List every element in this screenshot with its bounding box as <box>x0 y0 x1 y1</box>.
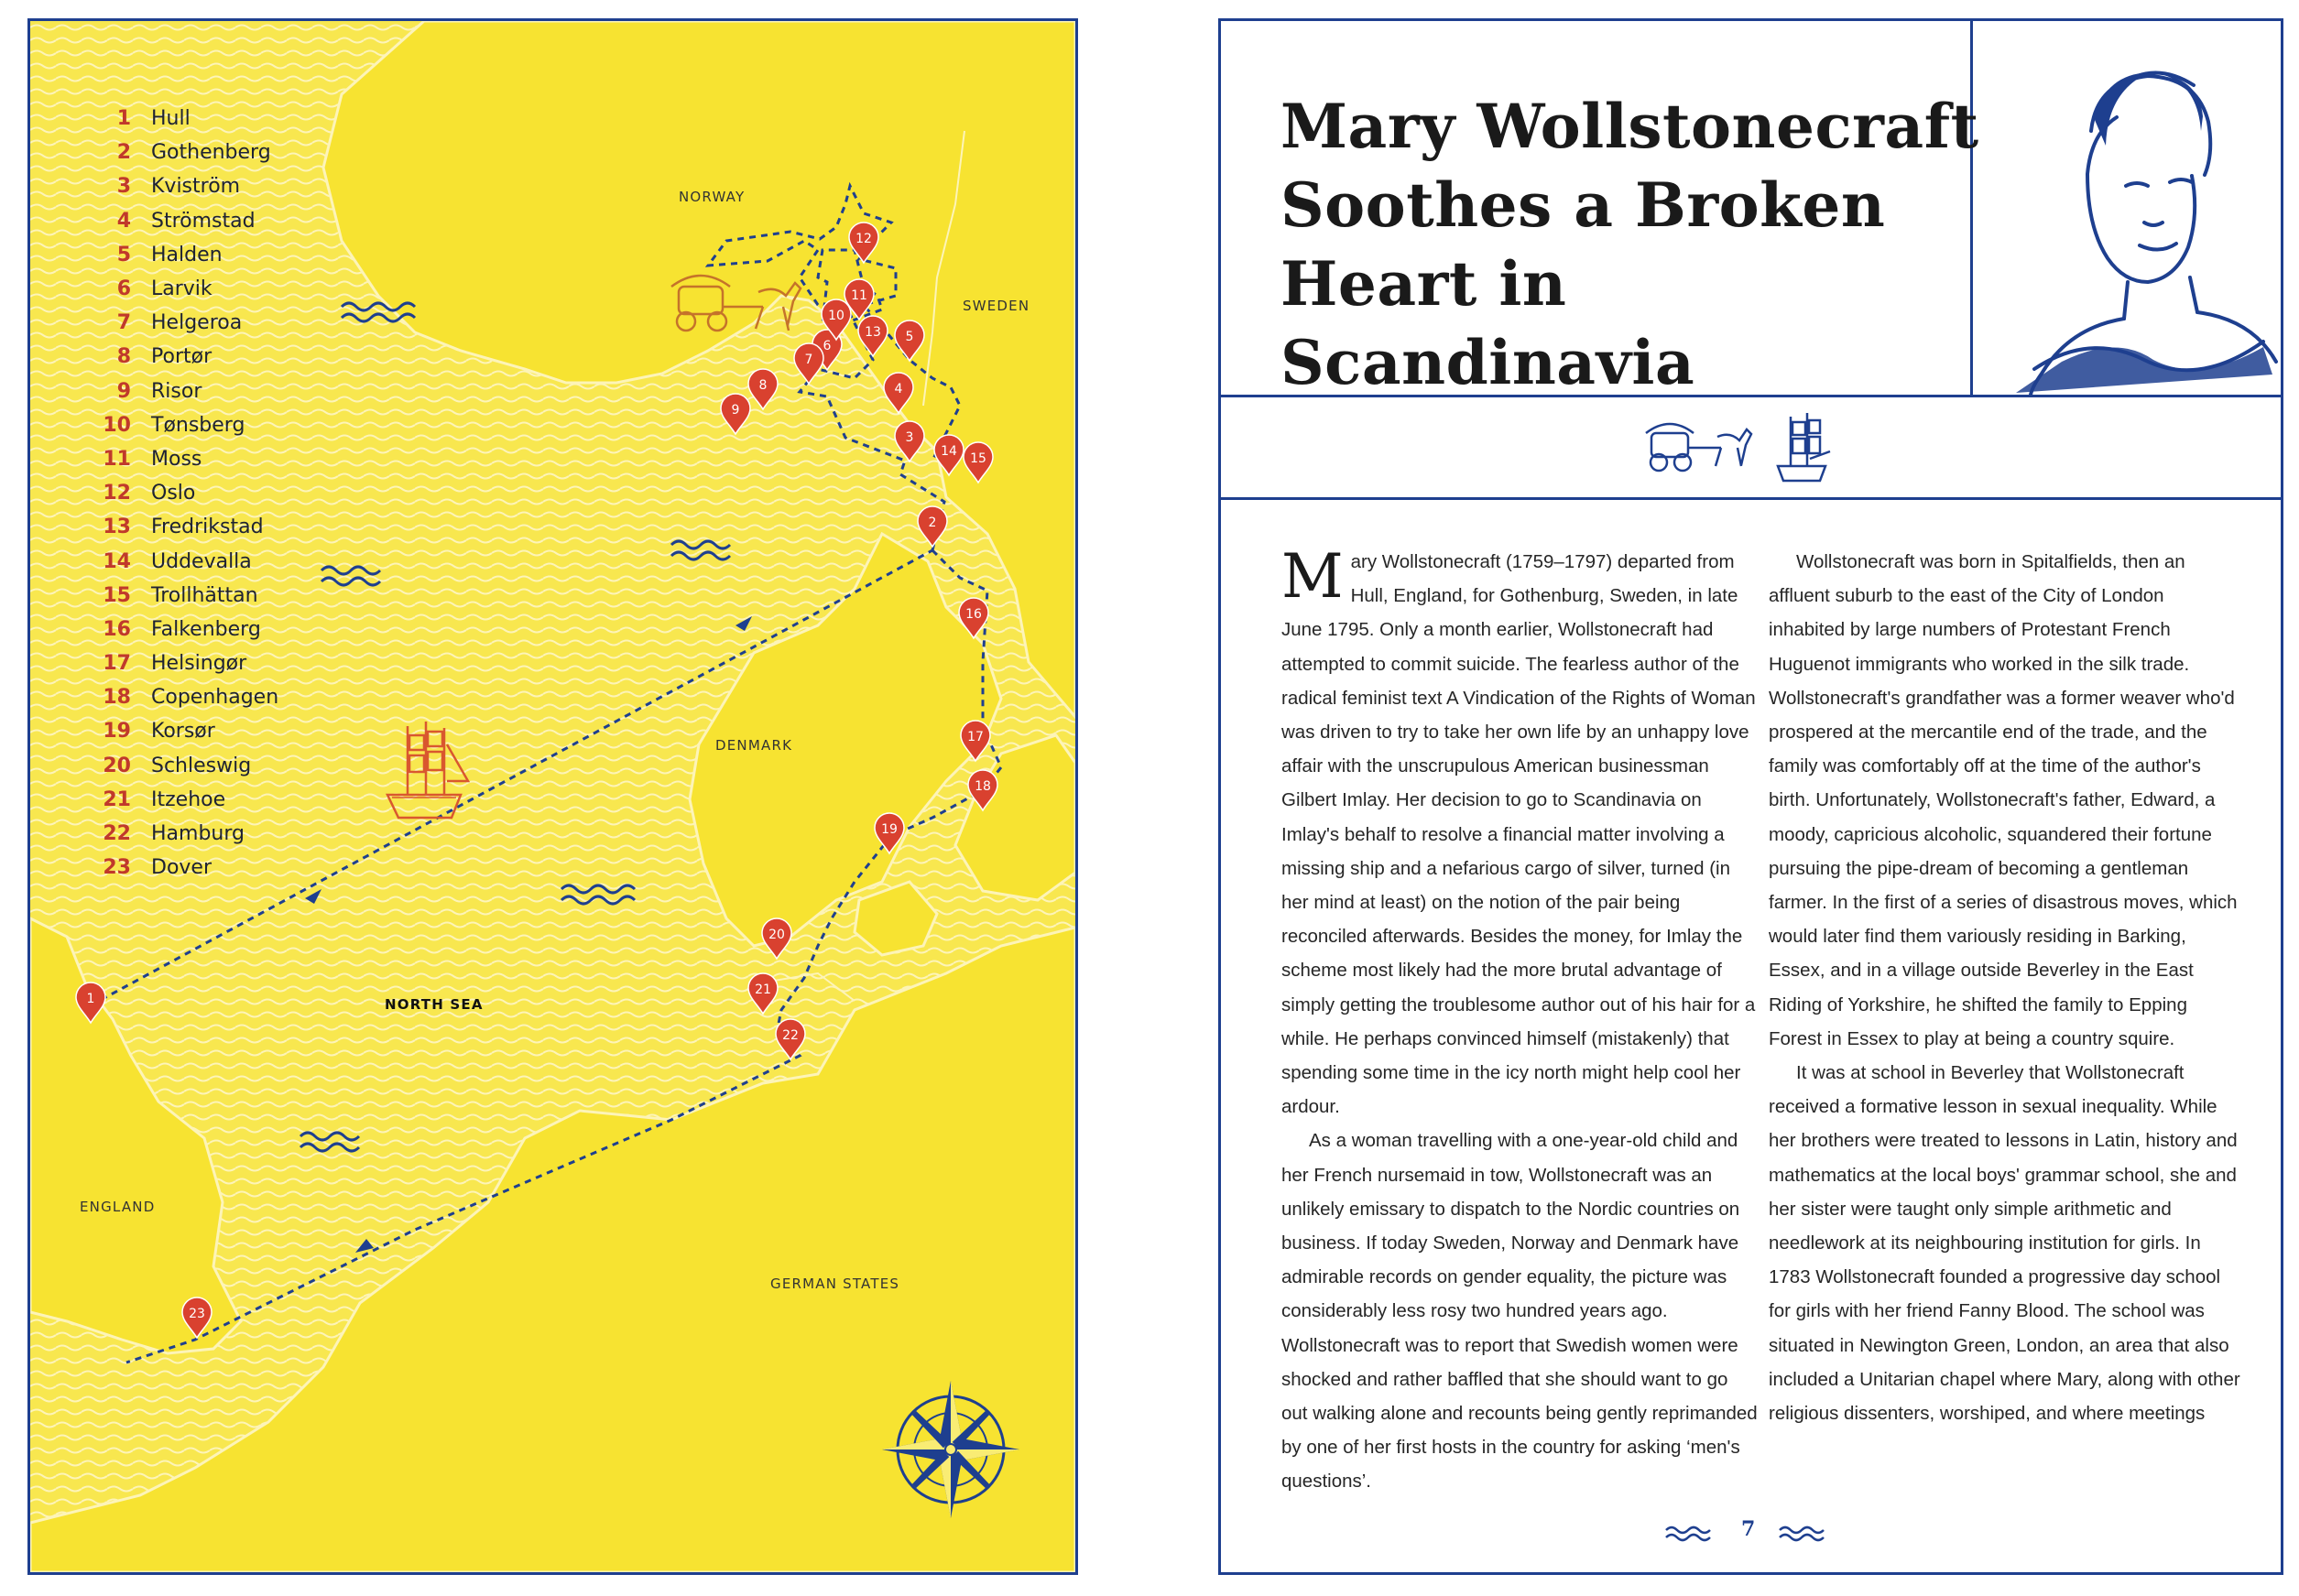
legend-item <box>78 646 278 680</box>
stop-legend <box>78 102 278 885</box>
pin-number: 15 <box>970 451 986 466</box>
legend-number: 10 <box>103 413 131 437</box>
legend-place: Trollhättan <box>151 583 258 607</box>
title-line: Mary Wollstonecraft <box>1280 91 1979 162</box>
legend-place: Falkenberg <box>151 617 261 641</box>
article-panel <box>1218 18 2283 1575</box>
legend-place: Risor <box>151 379 202 403</box>
legend-number: 11 <box>103 447 131 471</box>
legend-place: Kviström <box>151 175 241 199</box>
legend-item <box>78 817 278 851</box>
legend-place: Oslo <box>151 482 196 505</box>
legend-number: 2 <box>116 141 131 165</box>
legend-place: Larvik <box>151 277 212 301</box>
legend-item <box>78 613 278 646</box>
legend-place: Helgeroa <box>151 311 243 335</box>
legend-item <box>78 272 278 306</box>
pin-number: 19 <box>881 822 898 837</box>
pin-number: 21 <box>755 983 771 997</box>
legend-number: 23 <box>103 856 131 880</box>
text-column-right <box>1769 545 2245 1430</box>
legend-place: Moss <box>151 447 202 471</box>
legend-number: 9 <box>116 379 131 403</box>
paragraph-text: ary Wollstonecraft (1759–1797) departed from Hull, England, for Gothenburg, Sweden, in late June 1795. Only a month earlier, Wollstonecraft had attempted to commit suicide. The fearless author of the radical feminist text A Vindication of the Rights of Woman was driven to try to take her own life by an unhappy love affair with the unscrupulous American businessman Gilbert Imlay. Her decision to go to Scandinavia on Imlay's behalf to resolve a financial matter involving a missing ship and a nefarious cargo of silver, turned (in her mind at least) on the notion of the pair being reconciled afterwards. Besides the money, for Imlay the scheme most likely had the more brutal advantage of simply getting the troublesome author out of his hair for a while. He perhaps convinced himself (mistakenly) that spending some time in the icy north might help cool her ardour. <box>1281 551 1756 1118</box>
paragraph: Wollstonecraft was born in Spitalfields, then an affluent suburb to the east of the City of London inhabited by large numbers of Protestant French Huguenot immigrants who worked in the silk trade. Wollstonecraft's grandfather was a former weaver who'd prospered at the mercantile end of the trade, and the family was comfortably off at the time of the author's birth. Unfortunately, Wollstonecraft's father, Edward, a moody, capricious alcoholic, squandered their fortune pursuing the pipe-dream of becoming a gentleman farmer. In the first of a series of disastrous moves, which would later find them variously residing in Barking, Essex, and in a village outside Beverley in the East Riding of Yorkshire, he shifted the family to Epping Forest in Essex to play at being a country squire. <box>1769 551 2238 1049</box>
legend-number: 1 <box>116 107 131 131</box>
legend-number: 22 <box>103 822 131 846</box>
legend-number: 16 <box>103 617 131 641</box>
legend-place: Schleswig <box>151 754 252 777</box>
legend-item <box>78 783 278 817</box>
pin-number: 10 <box>828 309 844 323</box>
pin-number: 6 <box>823 339 832 353</box>
legend-number: 13 <box>103 516 131 539</box>
legend-place: Korsør <box>151 720 215 744</box>
legend-item <box>78 408 278 442</box>
pin-number: 22 <box>782 1028 799 1043</box>
legend-place: Portør <box>151 345 212 369</box>
pin-number: 23 <box>189 1307 205 1321</box>
paragraph: It was at school in Beverley that Wollstonecraft received a formative lesson in sexual inequality. While her brothers were treated to lessons in Latin, history and mathematics at the local boys' grammar school, she and her sister were taught only simple arithmetic and needlework at its neighbouring institution for girls. In 1783 Wollstonecraft founded a progressive day school for girls with her friend Fanny Blood. The school was situated in Newington Green, London, an area that also included a Unitarian chapel where Mary, along with other religious dissenters, worshiped, and where meetings <box>1769 1062 2240 1425</box>
legend-item <box>78 169 278 203</box>
legend-number: 5 <box>116 243 131 266</box>
legend-item <box>78 375 278 408</box>
pin-number: 5 <box>905 330 914 344</box>
pin-number: 16 <box>965 607 982 622</box>
drop-cap: M <box>1281 541 1344 612</box>
legend-number: 20 <box>103 754 131 777</box>
label-sweden: SWEDEN <box>963 298 1030 314</box>
legend-item <box>78 238 278 272</box>
paragraph: As a woman travelling with a one-year-old child and her French nursemaid in tow, Wollstonecraft was an unlikely emissary to dispatch to the Nordic countries on business. If today Sweden, Norway and Denmark have admirable records on gender equality, the picture was considerably less rosy two hundred years ago. Wollstonecraft was to report that Swedish women were shocked and rather baffled that she should want to go out walking alone and recounts being gently reprimanded by one of her first hosts in the country for asking ‘men's questions’. <box>1281 1130 1758 1493</box>
pin-number: 1 <box>86 992 95 1006</box>
legend-number: 15 <box>103 583 131 607</box>
legend-item <box>78 544 278 578</box>
sailing-ship-icon <box>1778 413 1830 481</box>
pin-number: 11 <box>851 288 867 303</box>
legend-place: Gothenberg <box>151 141 271 165</box>
pin-number: 14 <box>941 444 957 459</box>
legend-item <box>78 306 278 340</box>
legend-item <box>78 204 278 238</box>
legend-place: Itzehoe <box>151 787 226 811</box>
label-german-states: GERMAN STATES <box>770 1276 900 1292</box>
legend-number: 6 <box>116 277 131 301</box>
legend-item <box>78 680 278 714</box>
legend-item <box>78 714 278 748</box>
pin-number: 13 <box>865 325 881 340</box>
legend-item <box>78 442 278 476</box>
page-footer <box>1661 1519 1844 1547</box>
legend-item <box>78 102 278 136</box>
carriage-icon <box>1646 424 1751 471</box>
legend-place: Uddevalla <box>151 549 252 573</box>
label-england: ENGLAND <box>80 1199 156 1215</box>
legend-place: Dover <box>151 856 212 880</box>
title-line: Heart in Scandinavia <box>1280 248 1695 398</box>
legend-place: Copenhagen <box>151 686 279 710</box>
legend-place: Halden <box>151 243 223 266</box>
legend-place: Helsingør <box>151 652 247 676</box>
pin-number: 4 <box>894 382 903 396</box>
legend-number: 7 <box>116 311 131 335</box>
legend-number: 18 <box>103 686 131 710</box>
legend-item <box>78 579 278 613</box>
pin-number: 9 <box>731 403 740 418</box>
legend-place: Hull <box>151 107 191 131</box>
pin-number: 18 <box>975 779 991 794</box>
legend-number: 17 <box>103 652 131 676</box>
page-number: 7 <box>1741 1517 1756 1541</box>
pin-number: 3 <box>905 430 914 445</box>
label-north-sea: NORTH SEA <box>385 996 484 1013</box>
legend-place: Hamburg <box>151 822 245 846</box>
text-column-left <box>1281 541 1758 1499</box>
legend-number: 3 <box>116 175 131 199</box>
pin-number: 12 <box>855 232 872 246</box>
paragraph <box>1281 541 1758 1124</box>
pin-number: 20 <box>768 928 785 942</box>
legend-number: 14 <box>103 549 131 573</box>
legend-item <box>78 476 278 510</box>
legend-number: 21 <box>103 787 131 811</box>
legend-number: 12 <box>103 482 131 505</box>
legend-place: Strömstad <box>151 209 256 233</box>
legend-item <box>78 749 278 783</box>
ornament-row <box>1221 395 2281 499</box>
legend-item <box>78 851 278 885</box>
pin-number: 7 <box>804 353 813 367</box>
label-norway: NORWAY <box>679 189 746 205</box>
legend-item <box>78 340 278 374</box>
legend-item <box>78 136 278 169</box>
portrait-illustration <box>2007 21 2281 395</box>
legend-number: 19 <box>103 720 131 744</box>
legend-item <box>78 510 278 544</box>
legend-place: Tønsberg <box>151 413 245 437</box>
legend-number: 4 <box>116 209 131 233</box>
article-title <box>1280 87 1995 402</box>
legend-place: Fredrikstad <box>151 516 264 539</box>
map-panel <box>27 18 1078 1575</box>
pin-number: 8 <box>758 378 768 393</box>
pin-number: 2 <box>928 516 937 530</box>
pin-number: 17 <box>967 730 984 744</box>
title-line: Soothes a Broken <box>1280 169 1886 241</box>
legend-number: 8 <box>116 345 131 369</box>
label-denmark: DENMARK <box>715 737 793 754</box>
